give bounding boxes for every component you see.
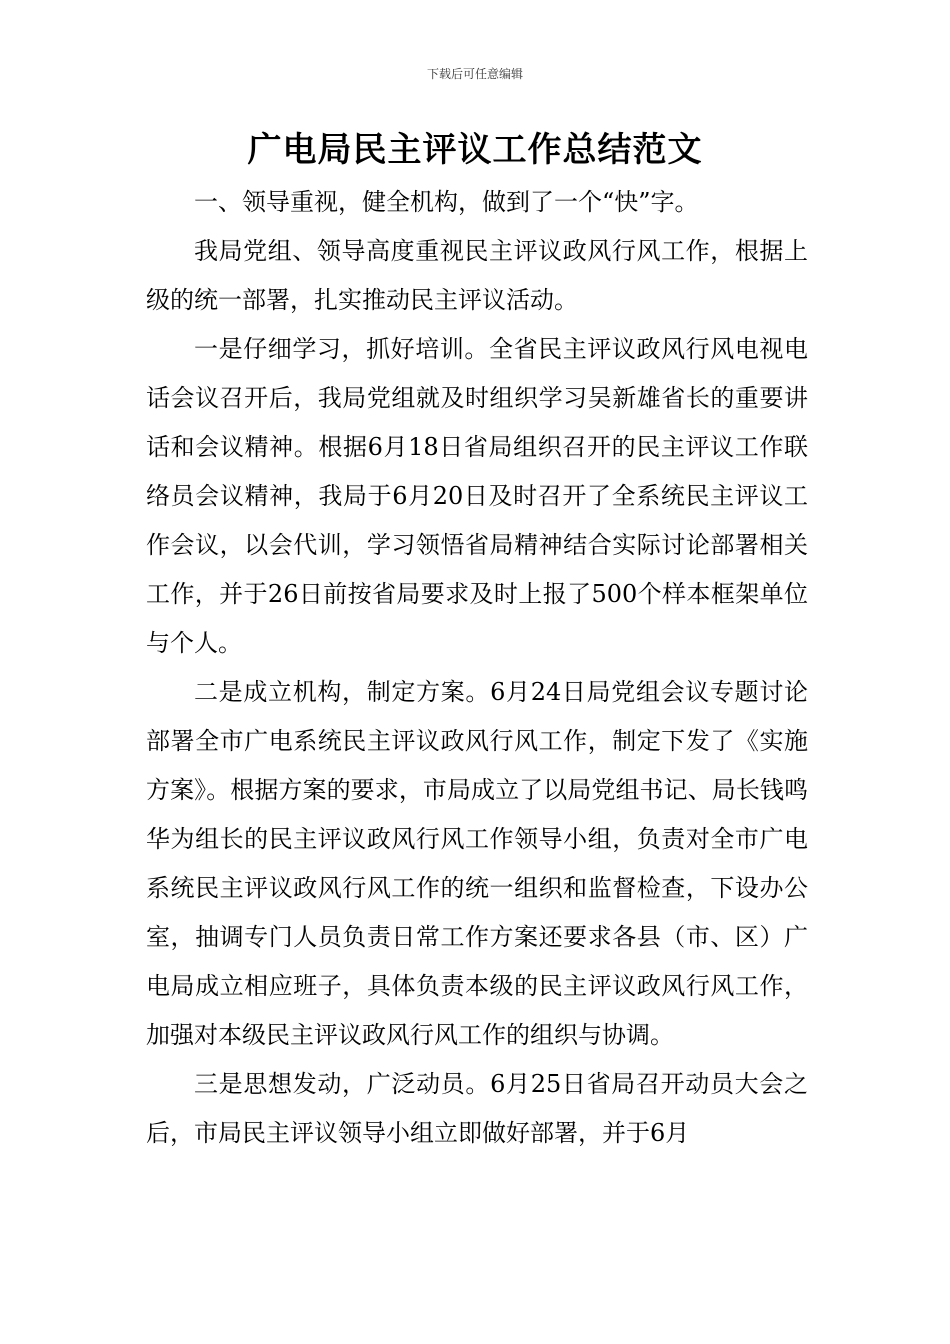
- section-heading: 一、领导重视，健全机构，做到了一个“快”字。: [194, 188, 699, 216]
- document-body: [146, 178, 808, 1158]
- header-note: 下载后可任意编辑: [426, 67, 523, 81]
- paragraph-intro: 我局党组、领导高度重视民主评议政风行风工作，根据上级的统一部署，扎实推动民主评议活动。: [146, 237, 808, 314]
- paragraph-study-training: 一是仔细学习，抓好培训。全省民主评议政风行风电视电话会议召开后，我局党组就及时组织学习吴新雄省长的重要讲话和会议精神。根据6月18日省局组织召开的民主评议工作联络员会议精神，我局于6月20日及时召开了全系统民主评议工作会议，以会代训，学习领悟省局精神结合实际讨论部署相关工作，并于26日前按省局要求及时上报了500个样本框架单位与个人。: [146, 335, 808, 657]
- paragraph-mobilization: 三是思想发动，广泛动员。6月25日省局召开动员大会之后，市局民主评议领导小组立即做好部署，并于6月: [146, 1070, 808, 1147]
- document-title: 广电局民主评议工作总结范文: [247, 130, 703, 170]
- paragraph-organization-plan: 二是成立机构，制定方案。6月24日局党组会议专题讨论部署全市广电系统民主评议政风行风工作，制定下发了《实施方案》。根据方案的要求，市局成立了以局党组书记、局长钱鸣华为组长的民主评议政风行风工作领导小组，负责对全市广电系统民主评议政风行风工作的统一组织和监督检查，下设办公室，抽调专门人员负责日常工作方案还要求各县（市、区）广电局成立相应班子，具体负责本级的民主评议政风行风工作，加强对本级民主评议政风行风工作的组织与协调。: [146, 678, 808, 1049]
